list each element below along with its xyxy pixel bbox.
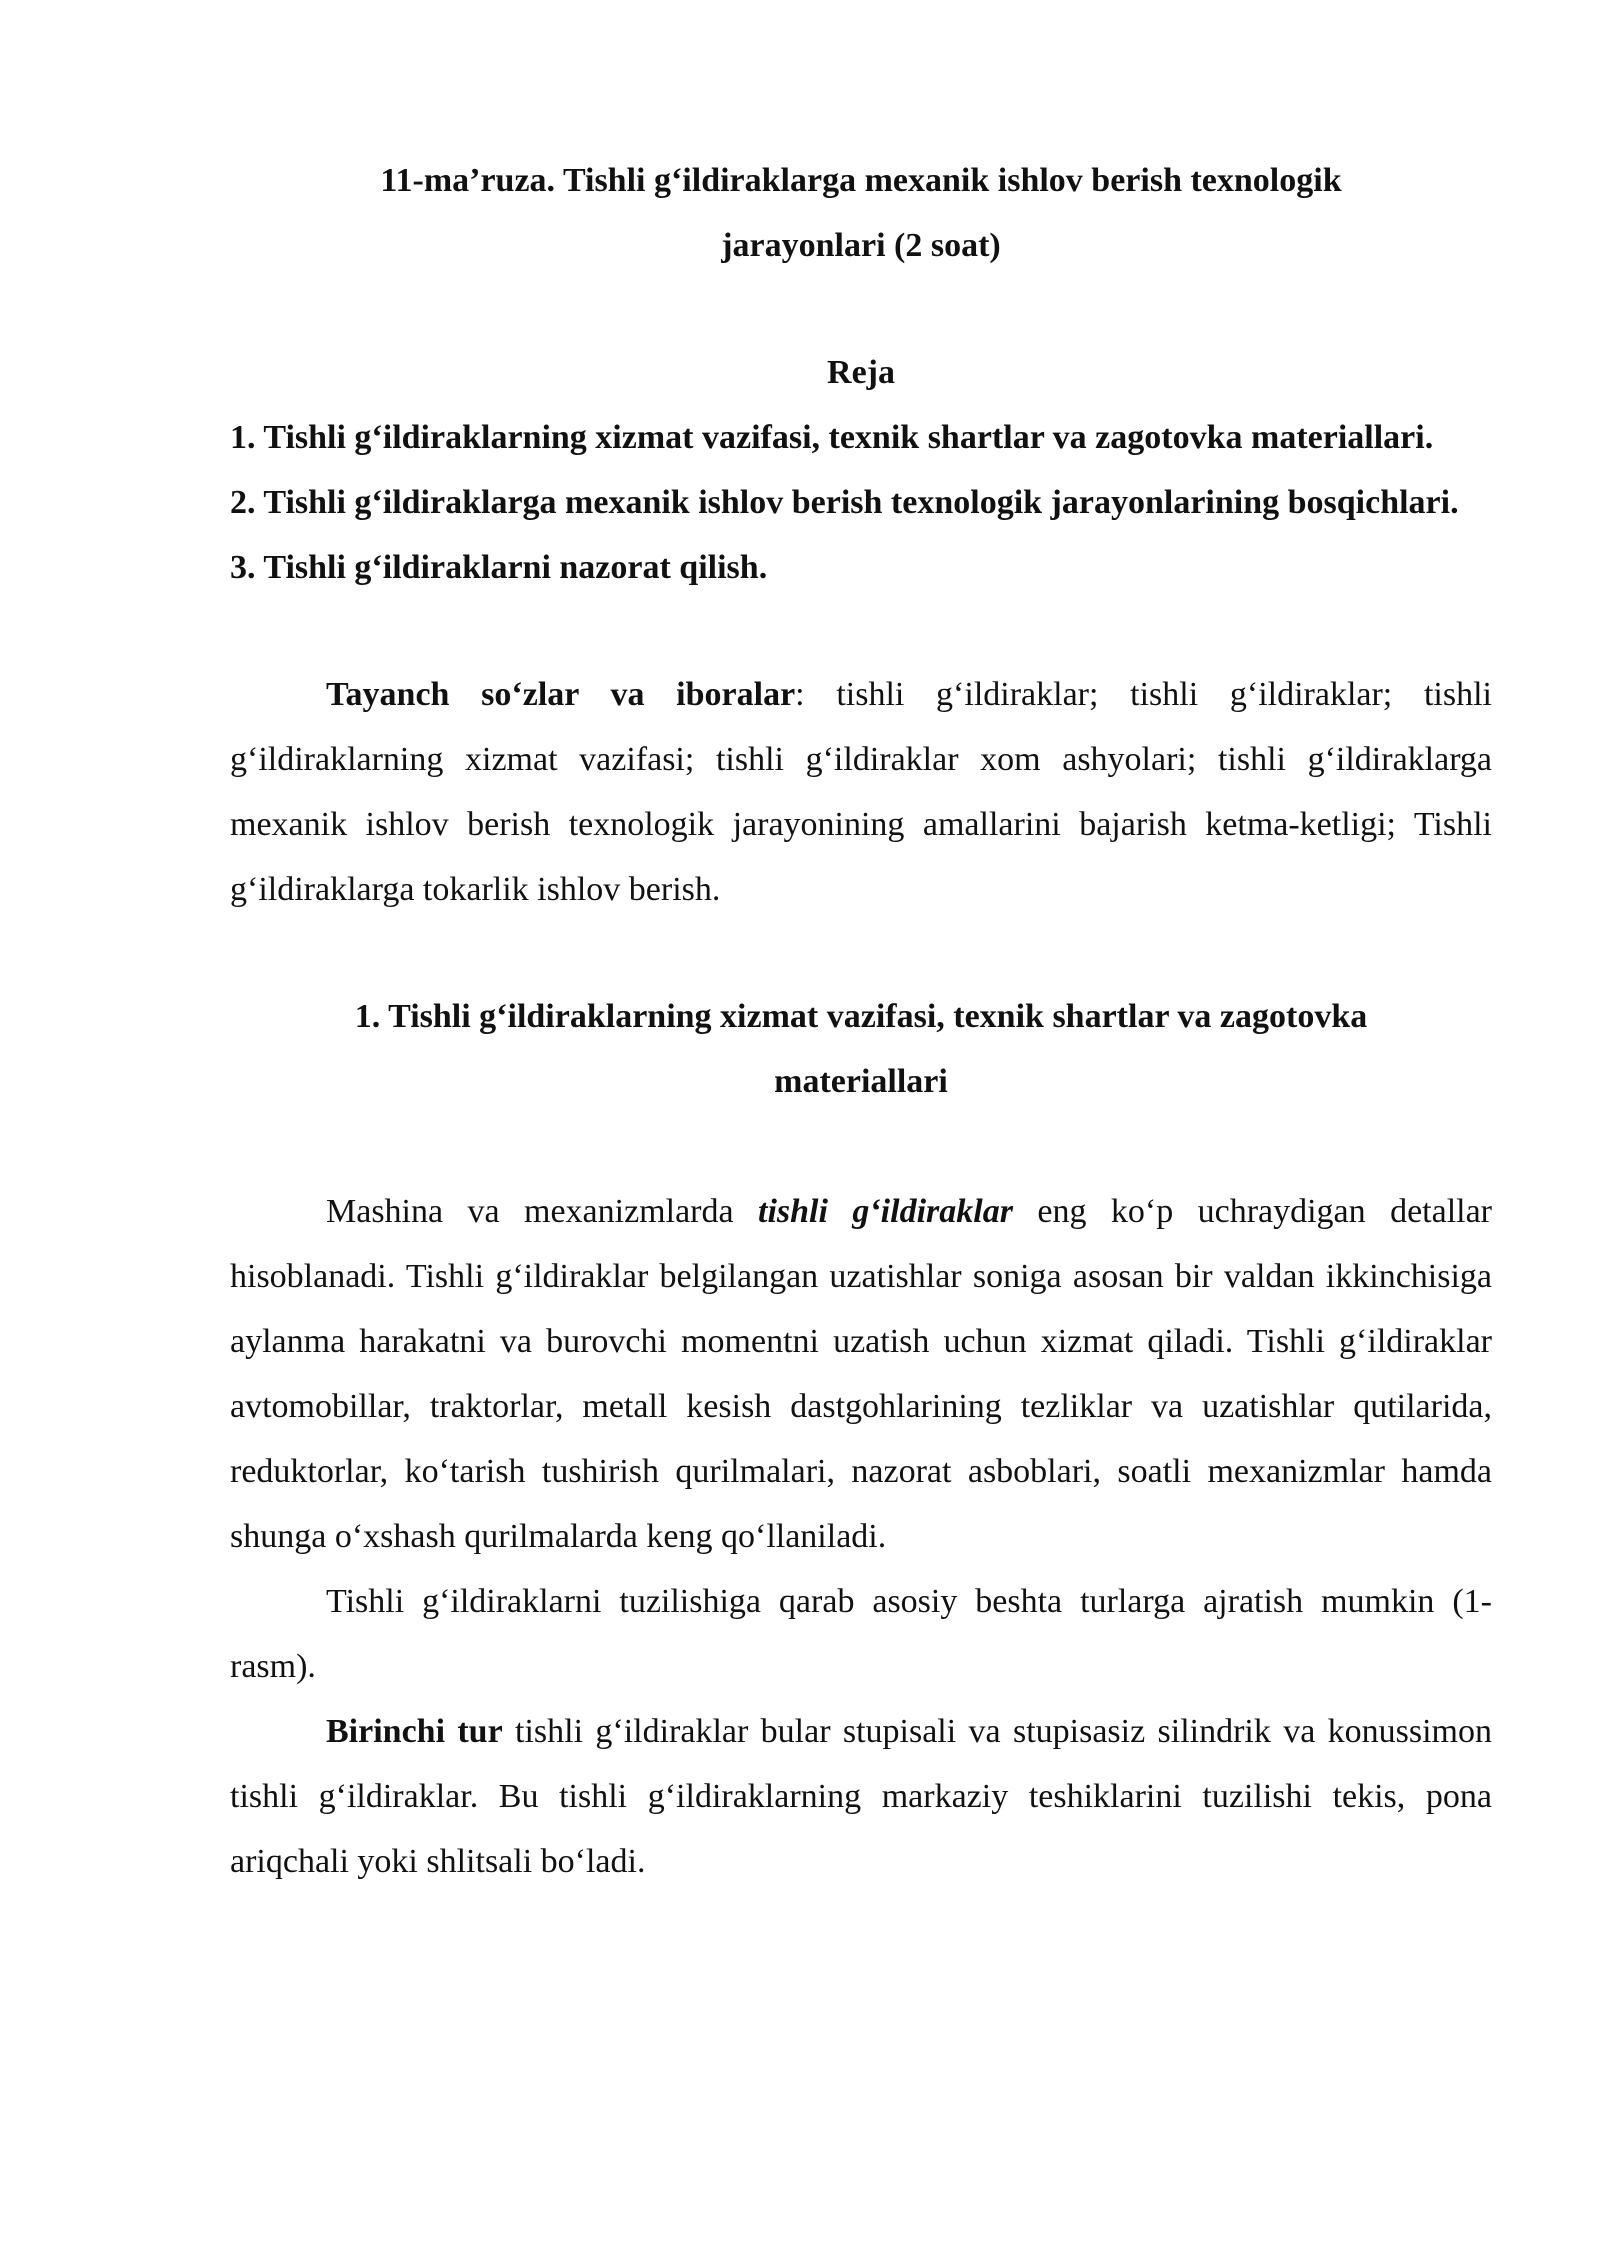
emphasized-term: tishli g‘ildiraklar [758, 1193, 1013, 1230]
keywords-paragraph [230, 662, 1492, 922]
body-paragraph-1-start: Mashina va mexanizmlarda [326, 1193, 759, 1230]
lecture-title [230, 148, 1492, 278]
body-paragraph-2: Tishli g‘ildiraklarni tuzilishiga qarab asosiy beshta turlarga ajratish mumkin (1-rasm). [230, 1583, 1492, 1685]
plan-item-3: 3. Tishli g‘ildiraklarni nazorat qilish. [230, 549, 768, 586]
plan-item-1: 1. Tishli g‘ildiraklarning xizmat vazifasi, texnik shartlar va zagotovka materiallari. [230, 419, 1434, 456]
body-paragraph-1 [230, 1179, 1492, 1569]
section-1-heading [230, 984, 1492, 1114]
keywords-label: Tayanch so‘zlar va iboralar [326, 676, 796, 713]
keywords-text: : tishli g‘ildiraklar; tishli g‘ildiraklar; tishli g‘ildiraklarning xizmat vazifasi; tishli g‘ildiraklar xom ashyolari; tishli g‘ildiraklarga mexanik ishlov berish texnologik jarayonining amallarini bajarish ketma-ketligi; Tishli g‘ildiraklarga tokarlik ishlov berish. [230, 676, 1492, 908]
plan-heading: Reja [827, 354, 895, 391]
plan-list [230, 405, 1492, 600]
body-paragraph-3 [230, 1699, 1492, 1894]
plan-item-2: 2. Tishli g‘ildiraklarga mexanik ishlov berish texnologik jarayonlarining bosqichlari. [230, 484, 1459, 521]
first-type-label: Birinchi tur [326, 1713, 503, 1750]
lecture-title-line-1: 11-ma’ruza. Tishli g‘ildiraklarga mexanik ishlov berish texnologik [380, 162, 1342, 199]
lecture-title-line-2: jarayonlari (2 soat) [721, 227, 1001, 264]
section-1-title-line-2: materiallari [774, 1063, 948, 1100]
section-1-title-line-1: 1. Tishli g‘ildiraklarning xizmat vazifasi, texnik shartlar va zagotovka [354, 998, 1368, 1035]
document-page [230, 148, 1492, 1894]
body-paragraph-3-text: tishli g‘ildiraklar bular stupisali va stupisasiz silindrik va konussimon tishli g‘ildiraklar. Bu tishli g‘ildiraklarning markaziy teshiklarini tuzilishi tekis, pona ariqchali yoki shlitsali bo‘ladi. [230, 1713, 1492, 1880]
body-paragraph-1-rest: eng ko‘p uchraydigan detallar hisoblanadi. Tishli g‘ildiraklar belgilangan uzatishlar soniga asosan bir valdan ikkinchisiga aylanma harakatni va burovchi momentni uzatish uchun xizmat qiladi. Tishli g‘ildiraklar avtomobillar, traktorlar, metall kesish dastgohlarining tezliklar va uzatishlar qutilarida, reduktorlar, ko‘tarish tushirish qurilmalari, nazorat asboblari, soatli mexanizmlar hamda shunga o‘xshash qurilmalarda keng qo‘llaniladi. [230, 1193, 1493, 1555]
